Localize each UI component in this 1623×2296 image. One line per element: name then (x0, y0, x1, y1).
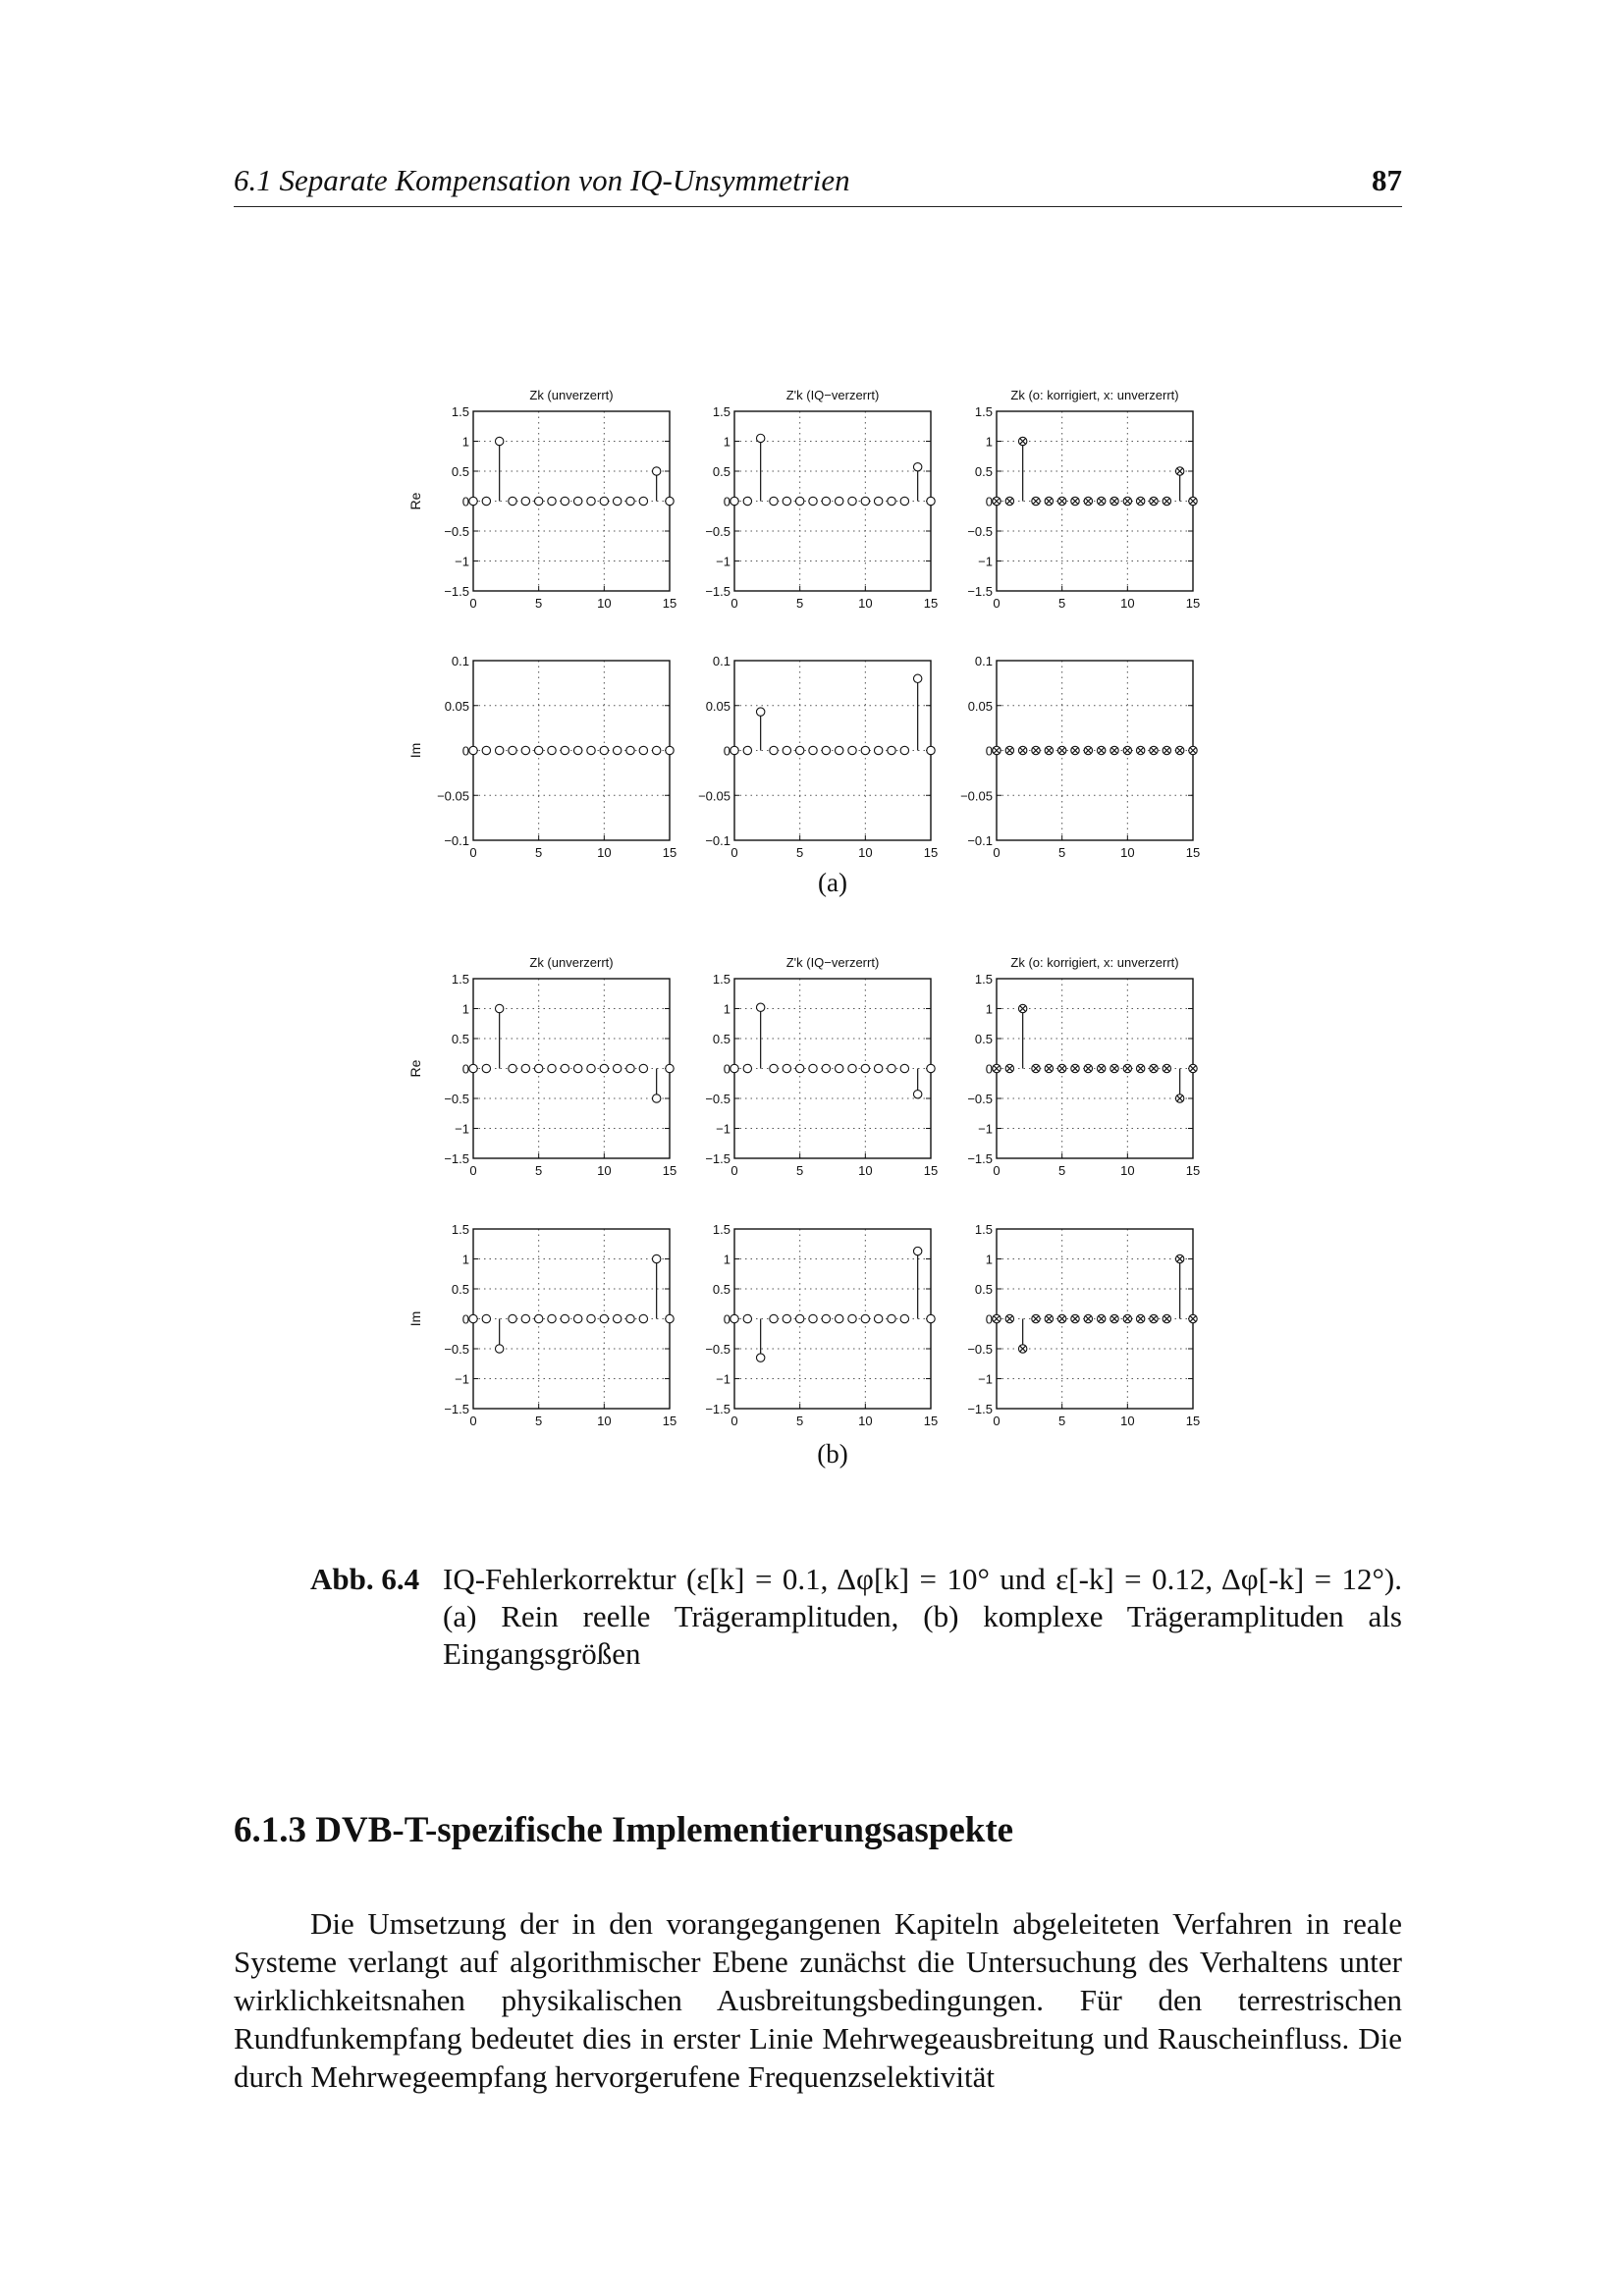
y-tick-label: 1 (723, 434, 730, 450)
y-tick-label: −0.5 (444, 1092, 469, 1106)
stem-marker-o (809, 1064, 817, 1072)
x-tick-label: 10 (858, 1414, 873, 1428)
y-tick-label: −0.05 (698, 788, 730, 804)
plot-b-re-1 (705, 955, 938, 1178)
stem-marker-o (783, 1314, 790, 1322)
y-tick-label: 0 (723, 1311, 730, 1327)
x-tick-label: 0 (469, 1414, 477, 1428)
y-tick-label: −1.5 (444, 1402, 469, 1416)
y-tick-label: −1.5 (967, 1402, 993, 1416)
stem-marker-o (469, 1314, 477, 1322)
x-tick-label: 0 (469, 596, 477, 611)
y-tick-label: 1 (461, 1252, 469, 1267)
y-tick-label: −1 (716, 1121, 730, 1137)
y-tick-label: 0 (985, 1061, 993, 1077)
stem-marker-o (913, 463, 921, 471)
stem-marker-o (521, 497, 529, 505)
y-tick-label: 0.1 (712, 654, 730, 668)
x-tick-label: 15 (662, 1414, 677, 1428)
stem-marker-o (756, 1003, 764, 1011)
stem-marker-o (730, 746, 738, 754)
x-tick-label: 10 (1120, 1163, 1135, 1178)
y-tick-label: −1.5 (444, 584, 469, 599)
stem-marker-o (509, 1314, 516, 1322)
x-tick-label: 5 (796, 596, 804, 611)
y-tick-label: −1.5 (444, 1151, 469, 1166)
x-tick-label: 5 (1058, 596, 1066, 611)
x-tick-label: 15 (1185, 1163, 1201, 1178)
stem-marker-o (573, 746, 581, 754)
plot-b-re-2 (967, 955, 1200, 1178)
stem-marker-o (613, 1064, 621, 1072)
y-tick-label: −0.5 (705, 524, 730, 539)
y-tick-label: 1.5 (712, 1222, 730, 1237)
y-tick-label: −0.1 (705, 833, 730, 848)
stem-marker-o (809, 497, 817, 505)
y-tick-label: 1 (985, 1252, 993, 1267)
y-tick-label: 1.5 (712, 404, 730, 419)
y-tick-label: 0.5 (974, 1032, 993, 1046)
y-tick-label: −0.5 (705, 1092, 730, 1106)
stem-marker-o (652, 746, 660, 754)
stem-marker-o (888, 746, 895, 754)
x-tick-label: 0 (730, 1414, 738, 1428)
plot-title: Zk (o: korrigiert, x: unverzerrt) (1010, 955, 1179, 970)
y-tick-label: 0.5 (451, 464, 469, 479)
plot-title: Zk (o: korrigiert, x: unverzerrt) (1010, 388, 1179, 402)
stem-marker-o (783, 746, 790, 754)
stem-marker-o (666, 1314, 674, 1322)
y-tick-label: −0.5 (967, 1342, 993, 1357)
stem-marker-o (561, 1314, 568, 1322)
y-tick-label: 0 (723, 743, 730, 759)
x-tick-label: 5 (796, 1414, 804, 1428)
stem-marker-o (913, 674, 921, 682)
stem-marker-o (469, 1064, 477, 1072)
stem-marker-o (495, 437, 503, 445)
panel-label-a: (a) (818, 868, 847, 897)
stem-marker-o (874, 746, 882, 754)
stem-marker-o (509, 746, 516, 754)
x-tick-label: 15 (1185, 845, 1201, 860)
x-tick-label: 10 (597, 1414, 612, 1428)
stem-marker-o (573, 1064, 581, 1072)
stem-marker-o (730, 497, 738, 505)
stem-marker-o (482, 1064, 490, 1072)
stem-marker-o (861, 1314, 869, 1322)
body-paragraph: Die Umsetzung der in den vorangegangenen Kapiteln abgeleiteten Verfahren in reale Systeme verlangt auf algorithmischer Ebene zunächst die Untersuchung des Verhaltens unter wirklichkeitsnahen physikalischen Ausbreitungsbedingungen. Für den terrestrischen Rundfunkempfang bedeutet dies in erster Linie Mehrwegeausbreitung und Rauscheinfluss. Die durch Mehrwegeempfang hervorgerufene Frequenzselektivität (234, 1906, 1402, 2094)
stem-marker-o (561, 497, 568, 505)
stem-marker-o (521, 1064, 529, 1072)
stem-marker-o (639, 497, 647, 505)
plot-b-re-0 (407, 955, 676, 1178)
y-tick-label: 0.5 (451, 1032, 469, 1046)
y-tick-label: −1.5 (705, 584, 730, 599)
plot-title: Zk (unverzerrt) (529, 955, 614, 970)
y-tick-label: −1 (978, 1371, 993, 1387)
stem-marker-o (652, 467, 660, 475)
y-tick-label: 0 (985, 743, 993, 759)
x-tick-label: 0 (993, 1414, 1001, 1428)
stem-marker-o (495, 746, 503, 754)
y-tick-label: 0 (461, 1061, 469, 1077)
stem-marker-o (913, 1247, 921, 1255)
x-tick-label: 10 (858, 845, 873, 860)
x-tick-label: 15 (923, 1163, 939, 1178)
x-tick-label: 10 (597, 596, 612, 611)
stem-marker-o (770, 746, 778, 754)
stem-marker-o (639, 746, 647, 754)
stem-marker-o (626, 1064, 634, 1072)
stem-marker-o (587, 1314, 595, 1322)
y-tick-label: 1.5 (974, 404, 993, 419)
y-tick-label: 1.5 (451, 1222, 469, 1237)
stem-marker-o (482, 497, 490, 505)
x-tick-label: 15 (662, 1163, 677, 1178)
stem-marker-o (874, 1064, 882, 1072)
stem-marker-o (927, 1314, 935, 1322)
plot-title: Z'k (IQ−verzerrt) (785, 388, 880, 402)
y-tick-label: 1.5 (712, 972, 730, 987)
y-tick-label: −1 (716, 1371, 730, 1387)
y-tick-label: −0.5 (705, 1342, 730, 1357)
stem-marker-o (888, 1314, 895, 1322)
stem-marker-o (743, 746, 751, 754)
y-tick-label: 0.1 (451, 654, 469, 668)
plot-a-im-0 (407, 654, 676, 860)
caption-label: Abb. 6.4 (310, 1562, 420, 1596)
stem-marker-o (770, 1064, 778, 1072)
stem-marker-o (613, 1314, 621, 1322)
stem-marker-o (783, 497, 790, 505)
x-tick-label: 10 (1120, 596, 1135, 611)
stem-marker-o (730, 1314, 738, 1322)
stem-marker-o (795, 1064, 803, 1072)
y-tick-label: 0.05 (967, 698, 993, 714)
stem-marker-o (561, 746, 568, 754)
stem-marker-o (835, 746, 842, 754)
stem-marker-o (756, 708, 764, 716)
y-tick-label: 1.5 (974, 1222, 993, 1237)
y-tick-label: 0.5 (712, 1282, 730, 1297)
x-tick-label: 0 (993, 845, 1001, 860)
x-tick-label: 0 (993, 1163, 1001, 1178)
x-tick-label: 0 (469, 1163, 477, 1178)
y-tick-label: 0 (461, 494, 469, 509)
stem-marker-o (548, 497, 556, 505)
stem-marker-o (534, 1064, 542, 1072)
y-tick-label: 0.5 (712, 1032, 730, 1046)
stem-marker-o (835, 497, 842, 505)
stem-marker-o (626, 746, 634, 754)
stem-marker-o (743, 497, 751, 505)
stem-marker-o (548, 1314, 556, 1322)
y-tick-label: −0.05 (960, 788, 993, 804)
plot-a-re-1 (705, 388, 938, 611)
stem-marker-o (822, 1064, 830, 1072)
stem-marker-o (626, 1314, 634, 1322)
y-tick-label: −1.5 (967, 1151, 993, 1166)
stem-marker-o (795, 1314, 803, 1322)
y-tick-label: 0 (461, 1311, 469, 1327)
stem-marker-o (561, 1064, 568, 1072)
plot-b-im-0 (407, 1222, 676, 1428)
stem-marker-o (809, 1314, 817, 1322)
stem-marker-o (822, 746, 830, 754)
stem-marker-o (666, 746, 674, 754)
section-heading: 6.1.3 DVB-T-spezifische Implementierungsaspekte (234, 1810, 1014, 1850)
stem-marker-o (927, 1064, 935, 1072)
stem-marker-o (469, 746, 477, 754)
stem-marker-o (495, 1345, 503, 1353)
x-tick-label: 15 (1185, 1414, 1201, 1428)
stem-marker-o (927, 746, 935, 754)
y-tick-label: 1 (985, 1001, 993, 1017)
stem-marker-o (548, 746, 556, 754)
x-tick-label: 5 (535, 596, 543, 611)
stem-marker-o (509, 1064, 516, 1072)
x-tick-label: 10 (1120, 845, 1135, 860)
stem-marker-o (666, 497, 674, 505)
stem-marker-o (613, 746, 621, 754)
stem-marker-o (521, 746, 529, 754)
stem-marker-o (626, 497, 634, 505)
x-tick-label: 15 (923, 1414, 939, 1428)
stem-marker-o (587, 1064, 595, 1072)
stem-marker-o (509, 497, 516, 505)
stem-marker-o (482, 746, 490, 754)
stem-marker-o (783, 1064, 790, 1072)
stem-marker-o (534, 497, 542, 505)
x-tick-label: 15 (662, 845, 677, 860)
stem-marker-o (469, 497, 477, 505)
stem-marker-o (835, 1064, 842, 1072)
x-tick-label: 5 (535, 1414, 543, 1428)
y-tick-label: −1 (978, 1121, 993, 1137)
y-tick-label: 0.5 (974, 464, 993, 479)
x-tick-label: 15 (662, 596, 677, 611)
y-tick-label: −1 (716, 554, 730, 569)
stem-marker-o (795, 746, 803, 754)
y-tick-label: 0.05 (705, 698, 730, 714)
y-tick-label: −1.5 (705, 1402, 730, 1416)
stem-marker-o (482, 1314, 490, 1322)
stem-marker-o (521, 1314, 529, 1322)
stem-marker-o (652, 1095, 660, 1102)
y-tick-label: 0 (461, 743, 469, 759)
x-tick-label: 0 (730, 1163, 738, 1178)
stem-marker-o (587, 497, 595, 505)
y-tick-label: −0.5 (444, 524, 469, 539)
stem-marker-o (861, 497, 869, 505)
y-tick-label: −1 (455, 1371, 469, 1387)
x-tick-label: 5 (796, 1163, 804, 1178)
plot-title: Z'k (IQ−verzerrt) (785, 955, 880, 970)
y-tick-label: −0.1 (444, 833, 469, 848)
y-tick-label: 0.5 (974, 1282, 993, 1297)
x-tick-label: 5 (535, 1163, 543, 1178)
stem-marker-o (795, 497, 803, 505)
stem-marker-o (730, 1064, 738, 1072)
stem-marker-o (822, 497, 830, 505)
stem-marker-o (600, 1314, 608, 1322)
x-tick-label: 5 (1058, 1163, 1066, 1178)
row-label-re: Re (407, 1059, 423, 1078)
stem-marker-o (600, 497, 608, 505)
y-tick-label: 1.5 (451, 404, 469, 419)
y-tick-label: −0.5 (967, 524, 993, 539)
stem-marker-o (927, 497, 935, 505)
x-tick-label: 15 (923, 845, 939, 860)
x-tick-label: 10 (597, 1163, 612, 1178)
stem-marker-o (900, 746, 908, 754)
stem-marker-o (900, 497, 908, 505)
x-tick-label: 5 (1058, 845, 1066, 860)
stem-marker-o (534, 746, 542, 754)
y-tick-label: 0 (985, 494, 993, 509)
stem-marker-o (900, 1314, 908, 1322)
y-tick-label: −0.05 (437, 788, 469, 804)
x-tick-label: 5 (796, 845, 804, 860)
y-tick-label: 0 (985, 1311, 993, 1327)
y-tick-label: −0.5 (444, 1342, 469, 1357)
x-tick-label: 10 (1120, 1414, 1135, 1428)
header-title: 6.1 Separate Kompensation von IQ-Unsymmetrien (234, 163, 850, 197)
plot-a-im-1 (698, 654, 938, 860)
y-tick-label: 1.5 (451, 972, 469, 987)
x-tick-label: 5 (535, 845, 543, 860)
row-label-im: Im (407, 1310, 423, 1327)
y-tick-label: −0.5 (967, 1092, 993, 1106)
y-tick-label: −1.5 (705, 1151, 730, 1166)
row-label-im: Im (407, 742, 423, 759)
plot-a-re-2 (967, 388, 1200, 611)
stem-marker-o (666, 1064, 674, 1072)
stem-marker-o (743, 1314, 751, 1322)
stem-marker-o (639, 1064, 647, 1072)
stem-marker-o (573, 497, 581, 505)
caption-text: IQ-Fehlerkorrektur (ε[k] = 0.1, Δφ[k] = 10° und ε[-k] = 0.12, Δφ[-k] = 12°). (a) Rein reelle Trägeramplituden, (b) komplexe Trägeramplituden als Eingangsgrößen (443, 1562, 1402, 1671)
stem-marker-o (874, 1314, 882, 1322)
stem-marker-o (756, 1354, 764, 1362)
stem-marker-o (913, 1091, 921, 1098)
x-tick-label: 15 (1185, 596, 1201, 611)
stem-marker-o (861, 746, 869, 754)
stem-marker-o (809, 746, 817, 754)
plot-a-im-2 (960, 654, 1200, 860)
x-tick-label: 0 (993, 596, 1001, 611)
plot-b-im-2 (967, 1222, 1200, 1428)
stem-marker-o (848, 746, 856, 754)
y-tick-label: −1 (455, 1121, 469, 1137)
x-tick-label: 10 (597, 845, 612, 860)
stem-marker-o (888, 1064, 895, 1072)
x-tick-label: 10 (858, 1163, 873, 1178)
stem-marker-o (900, 1064, 908, 1072)
x-tick-label: 0 (730, 596, 738, 611)
stem-marker-o (639, 1314, 647, 1322)
y-tick-label: −1.5 (967, 584, 993, 599)
stem-marker-o (822, 1314, 830, 1322)
stem-marker-o (888, 497, 895, 505)
y-tick-label: 1 (461, 434, 469, 450)
stem-marker-o (770, 1314, 778, 1322)
x-tick-label: 10 (858, 596, 873, 611)
y-tick-label: 1 (723, 1252, 730, 1267)
y-tick-label: −1 (455, 554, 469, 569)
x-tick-label: 5 (1058, 1414, 1066, 1428)
y-tick-label: −0.1 (967, 833, 993, 848)
plot-a-re-0 (407, 388, 676, 611)
stem-marker-o (848, 1314, 856, 1322)
stem-marker-o (573, 1314, 581, 1322)
stem-marker-o (600, 746, 608, 754)
stem-marker-o (587, 746, 595, 754)
y-tick-label: 0.05 (444, 698, 469, 714)
x-tick-label: 15 (923, 596, 939, 611)
stem-marker-o (861, 1064, 869, 1072)
plot-b-im-1 (705, 1222, 938, 1428)
y-tick-label: 1 (461, 1001, 469, 1017)
stem-marker-o (600, 1064, 608, 1072)
y-tick-label: 0.1 (974, 654, 993, 668)
y-tick-label: 1 (723, 1001, 730, 1017)
plot-title: Zk (unverzerrt) (529, 388, 614, 402)
page-number: 87 (1372, 163, 1402, 197)
x-tick-label: 0 (469, 845, 477, 860)
stem-marker-o (743, 1064, 751, 1072)
y-tick-label: 0.5 (712, 464, 730, 479)
stem-marker-o (848, 497, 856, 505)
stem-marker-o (548, 1064, 556, 1072)
stem-marker-o (495, 1004, 503, 1012)
panel-label-b: (b) (817, 1439, 848, 1468)
stem-marker-o (613, 497, 621, 505)
stem-marker-o (848, 1064, 856, 1072)
stem-marker-o (874, 497, 882, 505)
stem-marker-o (534, 1314, 542, 1322)
y-tick-label: 1 (985, 434, 993, 450)
stem-marker-o (756, 434, 764, 442)
y-tick-label: 0 (723, 1061, 730, 1077)
y-tick-label: 0 (723, 494, 730, 509)
y-tick-label: 0.5 (451, 1282, 469, 1297)
stem-marker-o (652, 1255, 660, 1262)
x-tick-label: 0 (730, 845, 738, 860)
stem-marker-o (835, 1314, 842, 1322)
y-tick-label: −1 (978, 554, 993, 569)
row-label-re: Re (407, 492, 423, 510)
y-tick-label: 1.5 (974, 972, 993, 987)
stem-marker-o (770, 497, 778, 505)
